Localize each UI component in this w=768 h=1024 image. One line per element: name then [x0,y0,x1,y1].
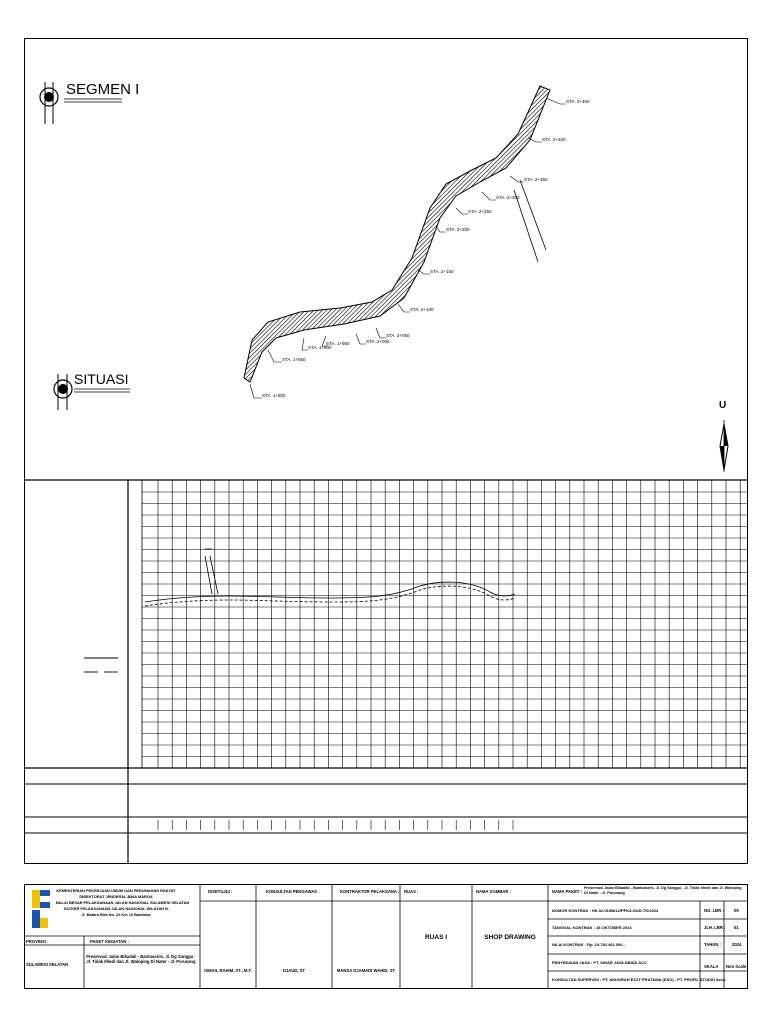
agency-line: KEMENTERIAN PEKERJAAN UMUM DAN PERUMAHAN RAKYAT [56,888,176,893]
station-label: STA. 2+000 [366,339,390,344]
kontraktor-name: MANSA DJAMADI WAHID, ST [336,968,396,973]
station-label: STA. 2+050 [386,333,410,338]
paket-value: Preservasi Jalan Bikadali - Bantuasiris, Jl. Dg Sanggu - Jl. Tidak Ilhedi dan Jl. Waloping Di Nater - Jl. Porusang [86,954,196,964]
segment-title: SEGMEN I [66,81,140,98]
contract-info-row: NILAI KONTRAK : Rp. 19.783.461.000,- [552,942,625,947]
contract-info-row: PENYEDIAAN JASA : PT. SINAR JAYA ABADI ACC [552,960,647,965]
nama-gambar-label: NAMA GAMBAR : [476,889,511,894]
konsultan-name: DJAUD, ST [282,968,306,973]
station-label: STA. 2+400 [542,137,566,142]
agency-line: Jl. Batara Bira No. 22 Km 16 Baddoka [81,912,151,917]
station-label: STA. 1+900 [308,345,332,350]
agency-logo [30,888,54,932]
station-label: STA. 2+450 [566,99,590,104]
ruas-value: RUAS I [424,934,448,941]
contract-info-row: KONSULTAN SUPERVISI : PT. ANUGRAH EZZY PRATAMA (KSO) - PT. PROFIL STUDIO ArsA [552,977,726,982]
station-label: STA. 2+250 [468,209,492,214]
no-lbr-value: 05 [734,908,739,913]
skala-value: Non Scale [726,964,747,969]
skala-label: SKALA [704,964,719,969]
agency-line: BALAI BESAR PELAKSANAAN JALAN NASIONAL SULAWESI SELATAN [56,900,190,905]
north-label: U [719,400,727,411]
situasi-title: SITUASI [74,371,129,387]
tahun-label: TAHUN : [704,942,721,947]
station-ticks [158,820,513,830]
jlh-lbr-value: 51 [734,925,739,930]
profile-table-frame [24,480,748,864]
station-label: STA. 1+800 [262,393,286,398]
jlh-lbr-label: JLH. LBR : [704,925,726,930]
station-label: STA. 2+300 [496,195,520,200]
disetujui-name: ISMAIL RAHIM, ST., M.T. [204,968,252,973]
station-label: STA. 2+150 [430,269,454,274]
provinsi-label: PROVINSI : [26,939,49,944]
contract-info-row: TANGGAL KONTRAK : 18 OKTOBER 2024 [552,925,632,930]
provinsi-value: SULAWESI SELATAN [26,962,69,967]
no-lbr-label: NO. LBR : [704,908,724,913]
nama-gambar-value: SHOP DRAWING [484,934,536,941]
station-label: STA. 2+350 [524,177,548,182]
konsultan-label: KONSULTAN PENGAWAS : [266,889,320,894]
ruas-label: RUAS : [404,889,419,894]
station-label: STA. 2+100 [410,307,434,312]
kontraktor-label: KONTRAKTOR PELAKSANA : [340,889,400,894]
paket-label: PAKET KEGIATAN : [90,939,129,944]
station-label: STA. 1+850 [282,357,306,362]
agency-line: SATKER PELAKSANAAN JALAN NASIONAL WILAYAH III [63,906,169,911]
nama-paket-label: NAMA PAKET : [552,889,583,894]
north-arrow-icon [720,420,728,472]
agency-heading [56,888,196,918]
profile-grid [142,480,748,768]
station-label: STA. 2+200 [446,227,470,232]
station-label: STA. 1+950 [326,341,350,346]
nama-paket-value: Preservasi Jalan Bikadali - Bantuasiris, Jl. Dg Sanggu - Jl. Tidak Ilhedi dan Jl. Waloping Di Nater - Jl. Porusang [584,886,742,895]
disetujui-label: DISETUJUI : [208,889,233,894]
tahun-value: 2024 [732,942,742,947]
contract-info-row: NOMOR KONTRAK : HK.02.01/Bb12/PPK3.3/UD-TK/2024 [552,908,659,913]
agency-line: DIREKTORAT JENDERAL BINA MARGA [79,894,153,899]
